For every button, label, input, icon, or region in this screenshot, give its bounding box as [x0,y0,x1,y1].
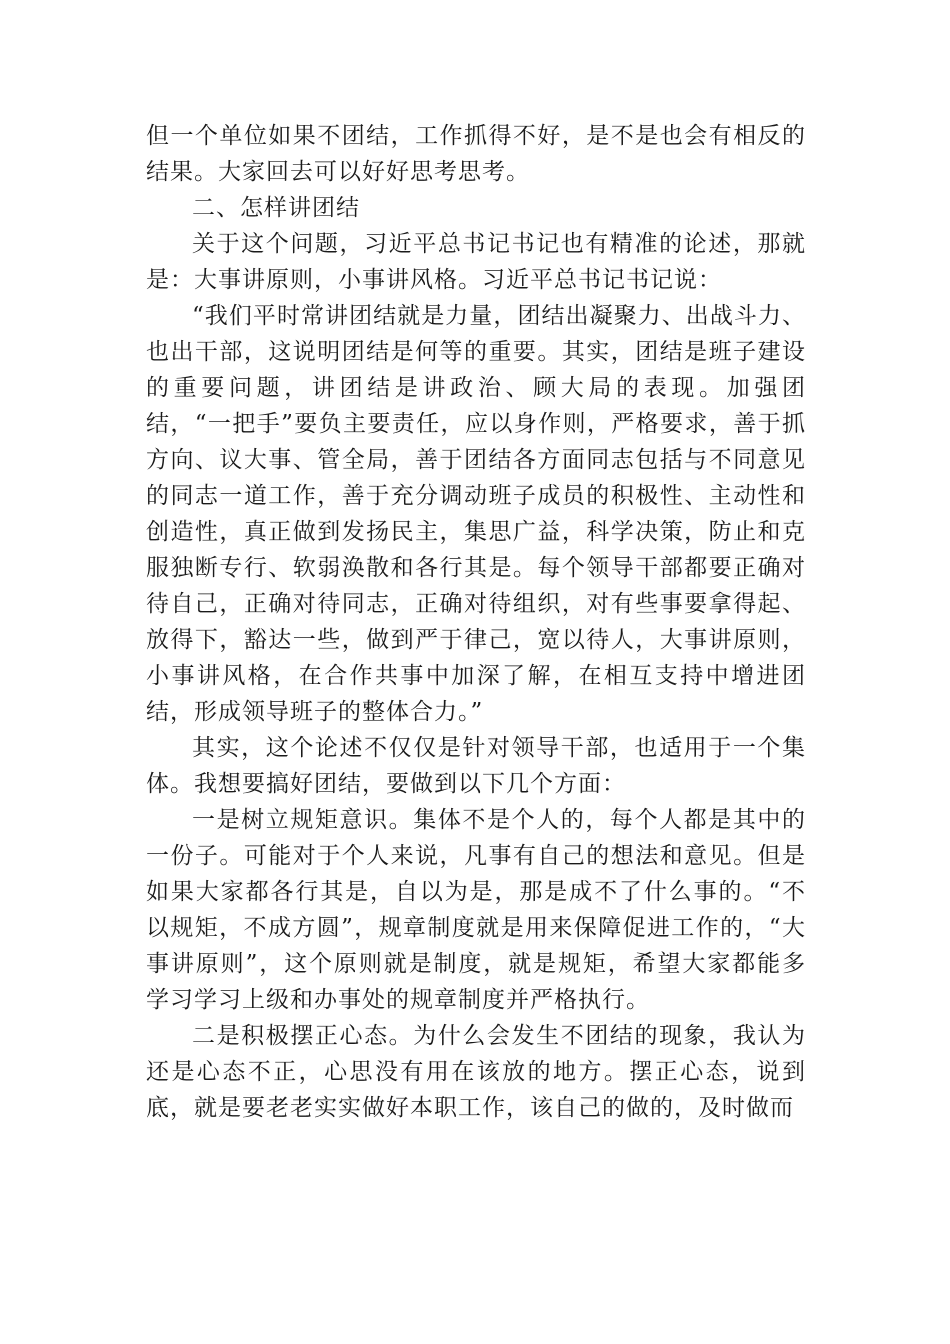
quote-paragraph: “我们平时常讲团结就是力量，团结出凝聚力、出战斗力、也出干部，这说明团结是何等的重要。其实，团结是班子建设的重要问题，讲团结是讲政治、顾大局的表现。加强团结，“一把手”要负主要责任，应以身作则，严格要求，善于抓方向、议大事、管全局，善于团结各方面同志包括与不同意见的同志一道工作，善于充分调动班子成员的积极性、主动性和创造性，真正做到发扬民主，集思广益，科学决策，防止和克服独断专行、软弱涣散和各行其是。每个领导干部都要正确对待自己，正确对待同志，正确对待组织，对有些事要拿得起、放得下，豁达一些，做到严于律己，宽以待人，大事讲原则，小事讲风格，在合作共事中加深了解，在相互支持中增进团结，形成领导班子的整体合力。” [146,303,806,725]
paragraph: 一是树立规矩意识。集体不是个人的，每个人都是其中的一份子。可能对于个人来说，凡事有自己的想法和意见。但是如果大家都各行其是，自以为是，那是成不了什么事的。“不以规矩，不成方圆”，规章制度就是用来保障促进工作的，“大事讲原则”，这个原则就是制度，就是规矩，希望大家都能多学习学习上级和办事处的规章制度并严格执行。 [146,807,806,1013]
paragraph-continued: 但一个单位如果不团结，工作抓得不好，是不是也会有相反的结果。大家回去可以好好思考思考。 [146,123,806,185]
paragraph: 其实，这个论述不仅仅是针对领导干部，也适用于一个集体。我想要搞好团结，要做到以下几个方面： [146,735,806,797]
section-heading: 二、怎样讲团结 [192,195,360,221]
paragraph: 关于这个问题，习近平总书记书记也有精准的论述，那就是：大事讲原则，小事讲风格。习近平总书记书记说： [146,231,806,293]
document-page [146,118,806,1126]
paragraph: 二是积极摆正心态。为什么会发生不团结的现象，我认为还是心态不正，心思没有用在该放的地方。摆正心态，说到底，就是要老老实实做好本职工作，该自己的做的，及时做而 [146,1023,806,1121]
